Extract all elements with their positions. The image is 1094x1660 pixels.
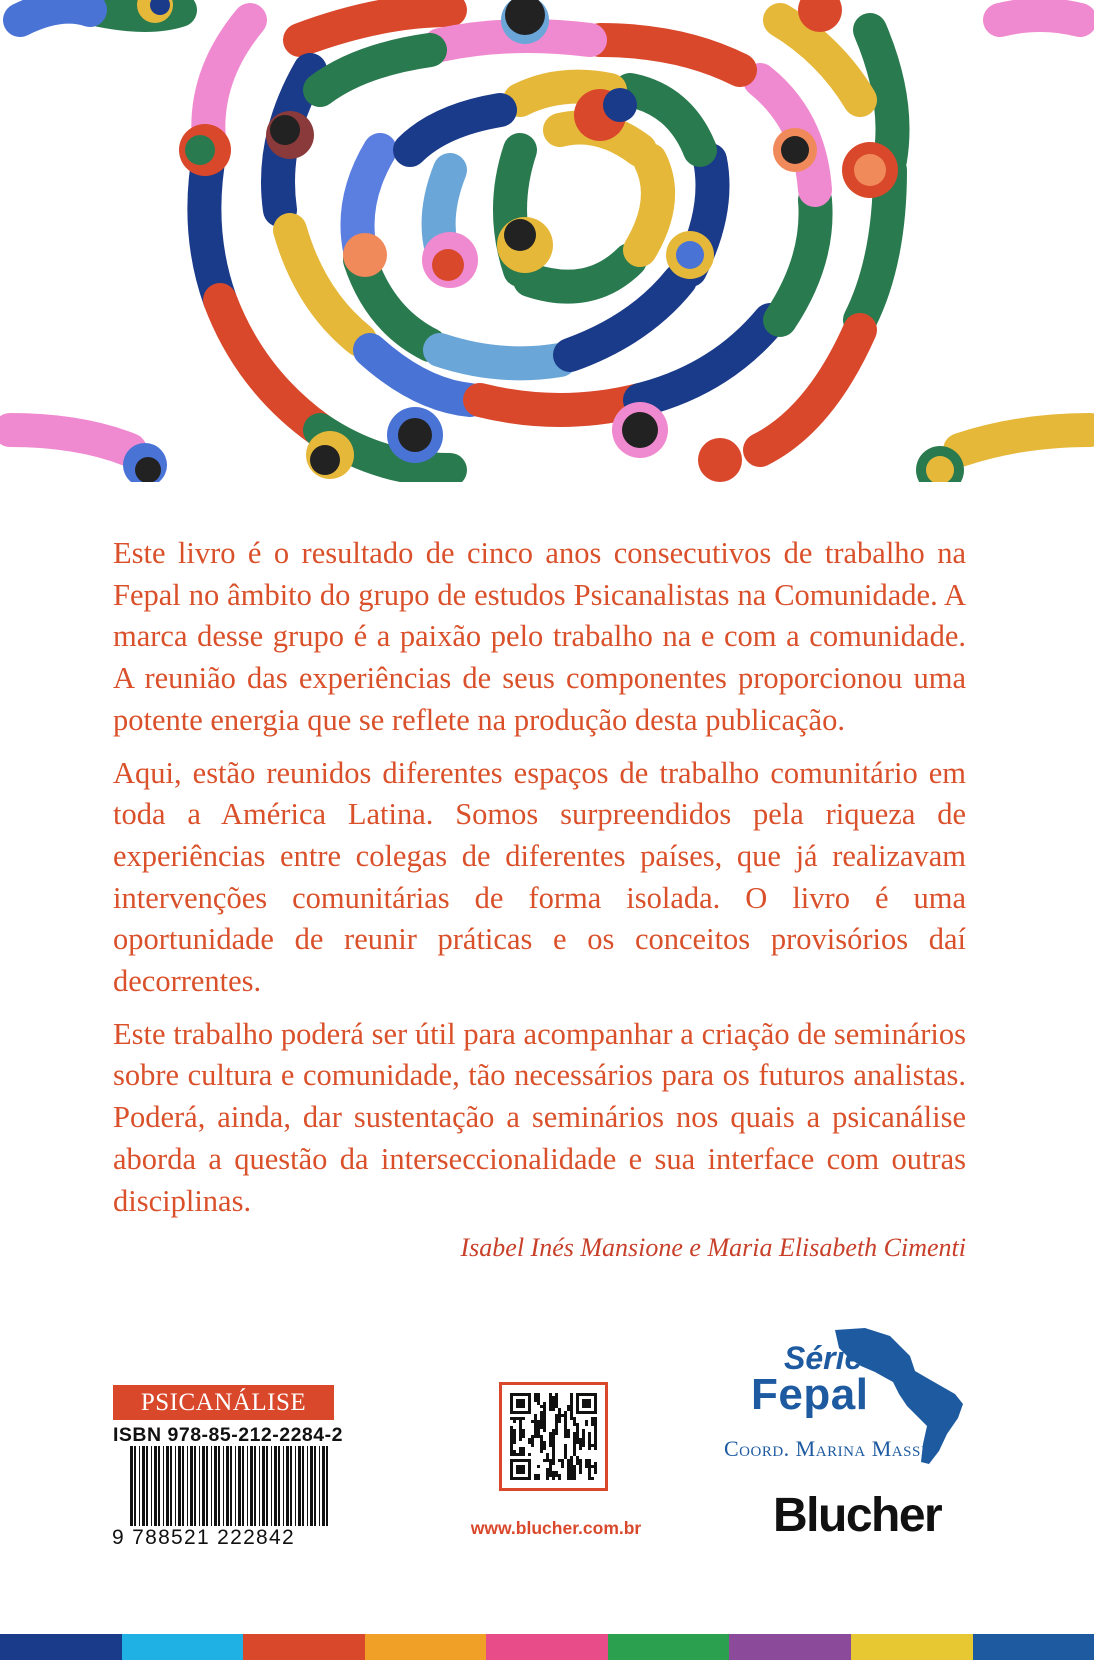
color-strip-segment <box>973 1634 1094 1660</box>
color-strip-segment <box>122 1634 244 1660</box>
color-strip-segment <box>365 1634 487 1660</box>
series-title-line2: Fepal <box>751 1370 869 1419</box>
barcode-image <box>130 1446 330 1526</box>
publisher-website: www.blucher.com.br <box>470 1518 642 1538</box>
color-strip-segment <box>608 1634 730 1660</box>
color-strip-segment <box>243 1634 365 1660</box>
category-label: PSICANÁLISE <box>113 1385 334 1420</box>
series-coordinator: Coord. Marina Massi <box>724 1436 927 1461</box>
paragraph-3: Este trabalho poderá ser útil para acompanhar a criação de seminários sobre cultura e comunidade, tão necessários para os futuros analistas. Poderá, ainda, dar sustentação a seminários nos quais a psicanálise aborda a questão da interseccionalidade e sua interface com outras disciplinas. <box>113 1016 966 1218</box>
isbn-number: ISBN 978-85-212-2284-2 <box>113 1424 343 1446</box>
publisher-logo: Blucher <box>773 1489 942 1542</box>
series-title-line1: Série <box>784 1340 863 1376</box>
qr-code-icon <box>510 1393 597 1480</box>
color-strip <box>0 1634 1094 1660</box>
qr-code-frame <box>499 1382 608 1491</box>
barcode-digits: 9 788521 222842 <box>112 1526 295 1549</box>
color-strip-segment <box>729 1634 851 1660</box>
paragraph-2: Aqui, estão reunidos diferentes espaços de trabalho comunitário em toda a América Latina. Somos surpreendidos pela riqueza de experiências entre colegas de diferentes países, que já realizavam intervenções comunitárias de forma isolada. O livro é uma oportunidade de reunir práticas e os conceitos provisórios daí decorrentes. <box>113 755 966 999</box>
back-cover-text <box>113 533 966 1263</box>
color-strip-segment <box>0 1634 122 1660</box>
paragraph-1: Este livro é o resultado de cinco anos consecutivos de trabalho na Fepal no âmbito do grupo de estudos Psicanalistas na Comunidade. A marca desse grupo é a paixão pelo trabalho na e com a comunidade. A reunião das experiências de seus componentes proporcionou uma potente energia que se reflete na produção desta publicação. <box>113 536 966 737</box>
color-strip-segment <box>851 1634 973 1660</box>
color-strip-segment <box>486 1634 608 1660</box>
cover-illustration <box>0 0 1094 482</box>
authors-signature: Isabel Inés Mansione e Maria Elisabeth Cimenti <box>460 1233 966 1263</box>
